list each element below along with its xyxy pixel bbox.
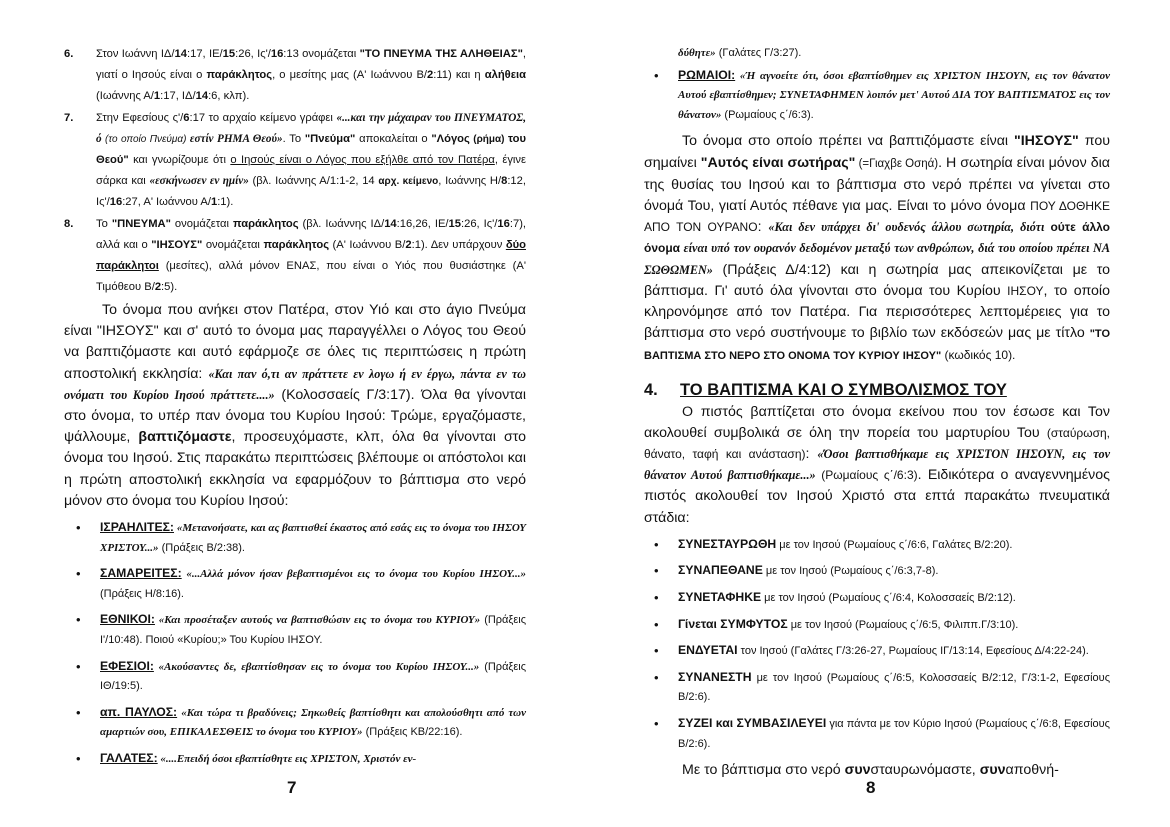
footnote-number: 6. <box>64 48 74 60</box>
footnote-8: 8. Το "ΠΝΕΥΜΑ" ονομάζεται παράκλητος (βλ. Ιωάννης ΙΔ/14:16,26, ΙΕ/15:26, Ις'/16:7), αλλά και ο "ΙΗΣΟΥΣ" ονομάζεται παράκλητος (Α' Ιωάννου Β/2:1). Δεν υπάρχουν δύο παράκλητοι (μεσίτες), αλλά μόνον ΕΝΑΣ, που είναι ο Υιός που θυσιάστηκε (Α' Τιμόθεου Β/2:5). <box>64 214 526 298</box>
stages-list <box>644 535 1110 754</box>
list-item: • ΣΥΖΕΙ και ΣΥΜΒΑΣΙΛΕΥΕΙ για πάντα με τον Κύριο Ιησού (Ρωμαίους ς΄/6:8, Εφεσίους Β/2:6). <box>644 714 1110 754</box>
list-item: • ΣΑΜΑΡΕΙΤΕΣ: «...Αλλά μόνον ήσαν βεβαπτισμένοι εις το όνομα του Κυρίου ΙΗΣΟΥ...» (Πράξεις Η/8:16). <box>64 564 526 604</box>
footnote-7: 7. Στην Εφεσίους ς'/6:17 το αρχαίο κείμενο γράφει «...και την μάχαιραν του ΠΝΕΥΜΑΤΟΣ, ό (το οποίο Πνεύμα) εστίν ΡΗΜΑ Θεού». Το "Πνεύμα" αποκαλείται ο "Λόγος (ρήμα) του Θεού" και γνωρίζουμε ότι ο Ιησούς είναι ο Λόγος που εξήλθε από τον Πατέρα, έγινε σάρκα και «εσκήνωσεν εν ημίν» (βλ. Ιωάννης Α/1:1-2, 14 αρχ. κείμενο, Ιωάννης Η/8:12, Ις'/16:27, Α' Ιωάννου Α/1:1). <box>64 108 526 213</box>
section-heading: 4. ΤΟ ΒΑΠΤΙΣΜΑ ΚΑΙ Ο ΣΥΜΒΟΛΙΣΜΟΣ ΤΟΥ <box>644 380 1007 399</box>
list-item: • Γίνεται ΣΥΜΦΥΤΟΣ με τον Ιησού (Ρωμαίους ς΄/6:5, Φιλιππ.Γ/3:10). <box>644 615 1110 636</box>
list-item-continuation: δύθητε» (Γαλάτες Γ/3:27). <box>678 47 802 59</box>
left-page <box>64 44 526 776</box>
list-item: • ΣΥΝΕΤΑΦΗΚΕ με τον Ιησού (Ρωμαίους ς΄/6:4, Κολοσσαείς Β/2:12). <box>644 588 1110 609</box>
body-paragraph: Ο πιστός βαπτίζεται στο όνομα εκείνου που τον έσωσε και Τον ακολουθεί συμβολικά σε όλη την πορεία του μαρτυρίου Του (σταύρωση, θάνατο, ταφή και ανάσταση): «Όσοι βαπτισθήκαμε εις ΧΡΙΣΤΟΝ ΙΗΣΟΥΝ, εις τον θάνατον Αυτού βαπτισθήκαμε...» (Ρωμαίους ς΄/6:3). Ειδικότερα ο αναγεννημένος πιστός ακολουθεί τον Ιησού Χριστό στα επτά παρακάτω πνευματικά στάδια: <box>644 403 1111 526</box>
list-item: • ΓΑΛΑΤΕΣ: «....Επειδή όσοι εβαπτίσθητε εις ΧΡΙΣΤΟΝ, Χριστόν εν- <box>64 749 526 770</box>
right-page <box>644 44 1110 787</box>
list-item: • ΕΝΔΥΕΤΑΙ τον Ιησού (Γαλάτες Γ/3:26-27, Ρωμαίους ΙΓ/13:14, Εφεσίους Δ/4:22-24). <box>644 641 1110 662</box>
baptism-examples-list <box>64 518 526 770</box>
list-item: • ΙΣΡΑΗΛΙΤΕΣ: «Μετανοήσατε, και ας βαπτισθεί έκαστος από εσάς εις το όνομα του ΙΗΣΟΥ ΧΡΙΣΤΟΥ...» (Πράξεις Β/2:38). <box>64 518 526 558</box>
list-item: • ΕΦΕΣΙΟΙ: «Ακούσαντες δε, εβαπτίσθησαν εις το όνομα του Κυρίου ΙΗΣΟΥ...» (Πράξεις ΙΘ/19:5). <box>64 657 526 697</box>
baptism-examples-list-continued <box>644 44 1110 125</box>
list-item: • ΣΥΝΕΣΤΑΥΡΩΘΗ με τον Ιησού (Ρωμαίους ς΄/6:6, Γαλάτες Β/2:20). <box>644 535 1110 556</box>
list-item: • ΡΩΜΑΙΟΙ: «Ή αγνοείτε ότι, όσοι εβαπτίσθημεν εις ΧΡΙΣΤΟΝ ΙΗΣΟΥΝ, εις τον θάνατον Αυτού εβαπτίσθημεν; ΣΥΝΕΤΑΦΗΜΕΝ λοιπόν μετ' Αυτού ΔΙΑ ΤΟΥ ΒΑΠΤΙΣΜΑΤΟΣ εις τον θάνατον» (Ρωμαίους ς΄/6:3). <box>644 66 1110 126</box>
body-paragraph: Το όνομα στο οποίο πρέπει να βαπτιζόμαστε είναι "ΙΗΣΟΥΣ" που σημαίνει "Αυτός είναι σωτήρας" (=Γιαχβε Οσηά). Η σωτηρία είναι μόνον δια της θυσίας του Ιησού και το βάπτισμα στο νερό πρέπει να γίνεται στο όνομά Του, γιατί Αυτός πέθανε για μας. Είναι το μόνο όνομα ΠΟΥ ΔΟΘΗΚΕ ΑΠΟ ΤΟΝ ΟΥΡΑΝΟ: «Και δεν υπάρχει δι' ουδενός άλλου σωτηρία, διότι ούτε άλλο όνομα είναι υπό τον ουρανόν δεδομένον μεταξύ των ανθρώπων, διά του οποίου πρέπει ΝΑ ΣΩΘΩΜΕΝ» (Πράξεις Δ/4:12) και η σωτηρία μας απεικονίζεται με το βάπτισμα. Γι' αυτό όλα γίνονται στο όνομα του Κυρίου ΙΗΣΟΥ, το οποίο κληρονόμησε από τον Πατέρα. Για περισσότερες λεπτομέρειες για το βάπτισμα στο νερό συστήνουμε το βιβλίο των εκδόσεών μας με τίτλο "ΤΟ ΒΑΠΤΙΣΜΑ ΣΤΟ ΝΕΡΟ ΣΤΟ ΟΝΟΜΑ ΤΟΥ ΚΥΡΙΟΥ ΙΗΣΟΥ" (κωδικός 10). <box>644 133 1111 363</box>
list-item: • ΕΘΝΙΚΟΙ: «Και προσέταξεν αυτούς να βαπτισθώσιν εις το όνομα του ΚΥΡΙΟΥ» (Πράξεις Ι'/10:48). Ποιού «Κυρίου;» Του Κυρίου ΙΗΣΟΥ. <box>64 610 526 650</box>
page-number: 7 <box>287 778 297 797</box>
body-paragraph: Το όνομα που ανήκει στον Πατέρα, στον Υιό και στο άγιο Πνεύμα είναι "ΙΗΣΟΥΣ" και σ' αυτό το όνομα μας παραγγέλλει ο Λόγος του Θεού να βαπτιζόμαστε και αυτό εφάρμοζε σε όλες τις περιπτώσεις η πρώτη αποστολική εκκλησία: «Και παν ό,τι αν πράττετε εν λογω ή εν έργω, πάντα εν τω ονόματι του Κυρίου Ιησού πράττετε....» (Κολοσσαείς Γ/3:17). Όλα θα γίνονται στο όνομα, το υπέρ παν όνομα του Κυρίου Ιησού: Τρώμε, εργαζόμαστε, ψάλλουμε, βαπτιζόμαστε, προσευχόμαστε, κλπ, όλα θα γίνονται στο όνομα του Ιησού. Στις παρακάτω περιπτώσεις βλέπουμε οι απόστολοι και η πρώτη αποστολική εκκλησία να εφαρμόζουν το βάπτισμα στο νερό μόνον στο όνομα του Κυρίου Ιησού: <box>64 302 526 509</box>
footnote-number: 7. <box>64 112 74 124</box>
page-number: 8 <box>866 778 876 797</box>
footnote-6: 6. Στον Ιωάννη ΙΔ/14:17, ΙΕ/15:26, Ις'/16:13 ονομάζεται "ΤΟ ΠΝΕΥΜΑ ΤΗΣ ΑΛΗΘΕΙΑΣ", γιατί ο Ιησούς είναι ο παράκλητος, ο μεσίτης μας (Α' Ιωάννου Β/2:11) και η αλήθεια (Ιωάννης Α/1:17, ΙΔ/14:6, κλπ). <box>64 44 526 107</box>
footnote-number: 8. <box>64 218 74 230</box>
list-item: • απ. ΠΑΥΛΟΣ: «Και τώρα τι βραδύνεις; Σηκωθείς βαπτίσθητι και απολούσθητι από των αμαρτιών σου, ΕΠΙΚΑΛΕΣΘΕΙΣ το όνομα του ΚΥΡΙΟΥ» (Πράξεις ΚΒ/22:16). <box>64 703 526 743</box>
list-item: • ΣΥΝΑΠΕΘΑΝΕ με τον Ιησού (Ρωμαίους ς΄/6:3,7-8). <box>644 561 1110 582</box>
list-item: • ΣΥΝΑΝΕΣΤΗ με τον Ιησού (Ρωμαίους ς΄/6:5, Κολοσσαείς Β/2:12, Γ/3:1-2, Εφεσίους Β/2:6). <box>644 668 1110 708</box>
body-paragraph: Με το βάπτισμα στο νερό συνσταυρωνόμαστε, συναποθνή- <box>682 762 1059 779</box>
